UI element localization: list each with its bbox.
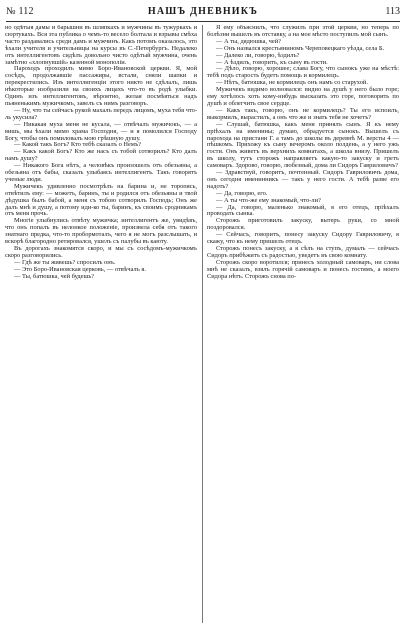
issue-number: № 112 [6, 6, 34, 17]
paragraph: — Сейчасъ, говоритъ, понесу закуску Сидору Гавриловичу, я скажу, что къ нему пришелъ отецъ. [207, 231, 399, 246]
paragraph: Сторожъ приготовилъ закуску, вытеръ руки, со мной поздоровался. [207, 217, 399, 232]
paragraph: но одѣтыя дамы и барышни въ шляпкахъ и мужчины въ тужуркахъ и сюртукахъ. Вся эта публика о чемъ-то весело болтала и взрывы смѣха часто раздавались среди дамъ и мужчинъ. Какъ потомъ оказалось, это ѣхали учителя и учительницы на курсы въ С.-Петербургъ. Недалеко отъ интеллигентовъ сидѣлъ довольно чисто одѣтый мужчина, очень замѣтно «хлопнувшій» казенной монополіи. [5, 25, 197, 66]
paragraph: — А ты, дядюшка, чей? [216, 37, 281, 45]
paragraph: Сторожъ понесъ закуску, а я сѣлъ на ступъ, думалъ — сейчасъ Сидоръ прибѣжитъ съ радостью, уведетъ въ свою комнату. [207, 245, 399, 259]
journal-title: НАШЪ ДНЕВНИКЪ [147, 6, 259, 17]
paragraph: — Ну, что ты сейчасъ рукой махалъ передъ лицомъ, муха тебя что-ль укусила? [5, 106, 197, 121]
paragraph: — Слушай, батюшка, какъ меня принялъ сынъ. Я къ нему пріѣхалъ на именины; думаю, обрадуется сынокъ. Вышелъ съ парохода на пристани Г. а тамъ до школы въ деревнѣ М. версты 4 — пѣшкомъ. Прихожу къ сыну вечеромъ около полдень, а у него ужъ гости. Онъ живетъ въ верхнихъ комнатахъ, а школа внизу. Пришелъ въ школу, тутъ сторожъ направляетъ какую-то закуску и гретъ самоваръ. Здорово, говорю, любезный, дома ли Сидоръ Гавриловичъ? [207, 120, 399, 170]
paragraph: — Никакая муха меня не кусала, — отвѣчалъ мужичокъ, — а вишь, мы ѣхали мимо храма Господня, — и я помолился Господу Богу, чтобы онъ помиловалъ мою грѣшную душу. [5, 120, 197, 142]
header-rule [6, 21, 400, 22]
paragraph: — Никакого Бога нѣтъ, а человѣкъ произошелъ отъ обезьяны, а обезьяна отъ бабы, сказалъ улыбаясь интеллигентъ. Такъ говорятъ ученые люди. [5, 162, 197, 183]
paragraph: — Да, говорю, маленько знакомый, я его отецъ, пріѣхалъ проводать сынка. [207, 203, 399, 218]
paragraph: — Какой такъ Богъ? Кто тебѣ сказалъ о Немъ? [14, 141, 142, 149]
paragraph: Многіе улыбнулись отвѣту мужичка; интеллигентъ же, увидѣвъ, что онъ попалъ въ нелонкое положеніе, произвела себя отъ такого знатнаго предка, что-то пробормоталъ, чего я не могъ разслышать, и вскорѣ благородно ретировался, ушелъ съ палубы въ каюту. [5, 217, 197, 246]
paragraph: — Какъ такъ, говорю, онъ не кормилецъ? Ты его вспоилъ, выкормилъ, вырастилъ, а онъ что же и знать тебя не хочетъ? [207, 106, 399, 121]
paragraph: — Ты, батюшка, чей будешь? [14, 272, 95, 280]
text-column-right [207, 25, 399, 625]
text-column-left [5, 25, 197, 625]
paragraph: — Гдѣ же ты живешь? спросилъ онъ. [14, 258, 116, 266]
paragraph: — Да, говорю, его. [216, 189, 268, 197]
paragraph: — Какъ какой Богъ? Кто же насъ съ тобой сотворилъ? Кто далъ намъ душу? [5, 148, 197, 163]
paragraph: — Нѣтъ, батюшка, не кормилецъ онъ намъ со старухой. [216, 79, 368, 87]
paragraph: — Дѣло, говорю, хорошее; слава Богу, что сынокъ уже на мѣстѣ: тебѣ подъ старость будетъ помощь и кормилецъ. [207, 65, 399, 80]
paragraph: Мужичекъ видимо волновался: видно на душѣ у него было горе; ему хотѣлось хоть кому-нибудь высказать это горе, поговорить по душѣ и облегчить свое сердце. [207, 86, 399, 107]
paragraph: — А ѣздилъ, говоритъ, къ сыну въ гости. [216, 58, 328, 66]
paragraph: Сторожъ скоро воротился; принесъ холодный самоваръ, ни слова мнѣ не сказалъ, взялъ горячій самоваръ и понесъ гостямъ, а моего Сидора нѣтъ. Сторожъ снова по- [207, 258, 399, 280]
paragraph: Въ дорогахъ знакомятся скоро, и мы съ сосѣдомъ-мужичкомъ скоро разговорились. [5, 245, 197, 259]
paragraph: — Здравствуй, говоритъ, почтенный. Сидоръ Гавриловичъ дома, онъ сегодня именинникъ — такъ у него гости. А тебѣ разве его надоть? [207, 169, 399, 190]
paragraph: — Онъ назвался крестьяниномъ Череповецкаго уѣзда, села Б. [216, 44, 385, 52]
page-header [6, 4, 400, 20]
paragraph: Я ему объяснилъ, что служилъ при этой церкви, но теперь по болѣзни вышелъ въ отставку, а на мое мѣсто поступилъ мой сынъ. [207, 25, 399, 38]
paragraph: Мужичекъ удивленно посмотрѣлъ на барина и, не торопясь, отвѣтилъ ему: — можетъ, баринъ, ты и родился отъ обезьяны и твой дѣдушка былъ бабой, а меня съ тобою сотворилъ Господь; Онъ же далъ мнѣ и душу, а потому иди-ко ты, баринъ, къ своимъ сродникамъ отъ меня прочь. [5, 182, 197, 218]
column-divider [202, 25, 203, 623]
page-number: 113 [385, 6, 400, 17]
paragraph: — Далеко ли, говорю, ѣздилъ? [216, 51, 300, 59]
paragraph: — А ты что-же ему знакомый, что-ли? [216, 196, 321, 204]
paragraph: Пароходъ проходилъ мимо Боро-Ивановской церкви. Я, мой сосѣдъ, продолжавшіе пассажиры, встали, сняли шапки и перекрестились. Изъ интеллигенціи этого никто не сдѣлалъ, лишь нѣкоторые изобразили на своихъ лицахъ что-то въ родѣ улыбки. Одинъ изъ интеллигентовъ, вѣроятно, желая посмѣяться надъ пьяненькимъ мужичкомъ, завелъ съ нимъ разговоръ. [5, 65, 197, 107]
paragraph: — Это Боро-Ивановская церковь, — отвѣчалъ я. [14, 265, 146, 273]
